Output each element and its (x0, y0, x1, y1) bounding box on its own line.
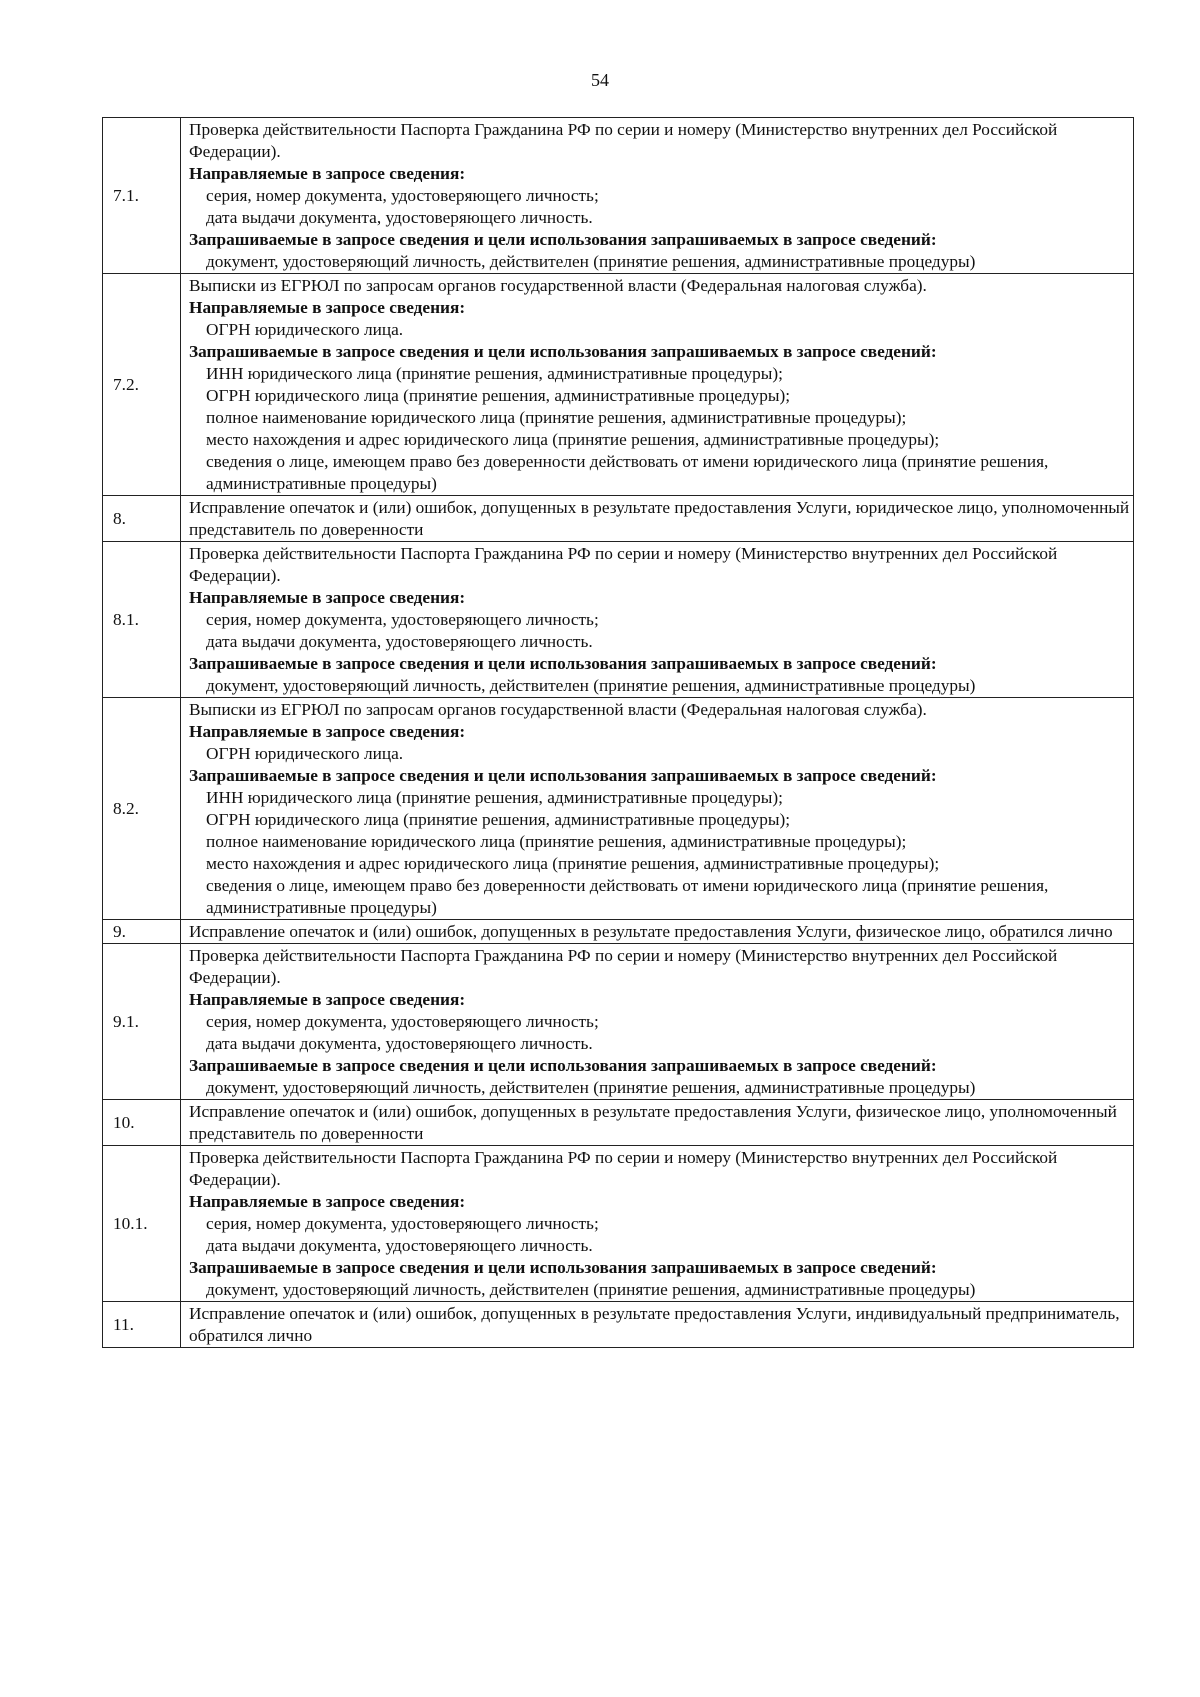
item-description (181, 1302, 1134, 1348)
item-description (181, 698, 1134, 920)
description-line: серия, номер документа, удостоверяющего личность; (206, 1214, 599, 1233)
section-heading: Запрашиваемые в запросе сведения и цели использования запрашиваемых в запросе сведений: (189, 342, 937, 361)
description-line: место нахождения и адрес юридического лица (принятие решения, административные процедуры); (206, 854, 940, 873)
item-number: 11. (103, 1302, 181, 1348)
description-line: ИНН юридического лица (принятие решения, административные процедуры); (206, 788, 783, 807)
description-line: место нахождения и адрес юридического лица (принятие решения, административные процедуры); (206, 430, 940, 449)
item-number: 10. (103, 1100, 181, 1146)
requests-table-body (103, 118, 1134, 1348)
description-line: полное наименование юридического лица (принятие решения, административные процедуры); (206, 832, 907, 851)
item-number: 7.1. (103, 118, 181, 274)
description-line: документ, удостоверяющий личность, действителен (принятие решения, административные процедуры) (206, 676, 976, 695)
description-line: ОГРН юридического лица. (206, 320, 404, 339)
description-line: Проверка действительности Паспорта Гражданина РФ по серии и номеру (Министерство внутренних дел Российской Федерации). (189, 544, 1058, 585)
item-number: 9. (103, 920, 181, 944)
section-heading: Направляемые в запросе сведения: (189, 164, 466, 183)
item-number: 8. (103, 496, 181, 542)
description-line: Выписки из ЕГРЮЛ по запросам органов государственной власти (Федеральная налоговая служба). (189, 276, 927, 295)
description-line: Проверка действительности Паспорта Гражданина РФ по серии и номеру (Министерство внутренних дел Российской Федерации). (189, 946, 1058, 987)
description-line: Проверка действительности Паспорта Гражданина РФ по серии и номеру (Министерство внутренних дел Российской Федерации). (189, 1148, 1058, 1189)
table-row (103, 118, 1134, 274)
description-line: дата выдачи документа, удостоверяющего личность. (206, 208, 593, 227)
item-number: 9.1. (103, 944, 181, 1100)
description-line: документ, удостоверяющий личность, действителен (принятие решения, административные процедуры) (206, 252, 976, 271)
description-line: ИНН юридического лица (принятие решения, административные процедуры); (206, 364, 783, 383)
item-description (181, 944, 1134, 1100)
item-description (181, 920, 1134, 944)
description-line: Исправление опечаток и (или) ошибок, допущенных в результате предоставления Услуги, индивидуальный предприниматель, обратился лично (189, 1304, 1120, 1345)
description-line: Исправление опечаток и (или) ошибок, допущенных в результате предоставления Услуги, физическое лицо, уполномоченный представитель по доверенности (189, 1102, 1117, 1143)
item-number: 8.1. (103, 542, 181, 698)
description-line: серия, номер документа, удостоверяющего личность; (206, 186, 599, 205)
table-row (103, 1302, 1134, 1348)
section-heading: Запрашиваемые в запросе сведения и цели использования запрашиваемых в запросе сведений: (189, 1258, 937, 1277)
section-heading: Запрашиваемые в запросе сведения и цели использования запрашиваемых в запросе сведений: (189, 654, 937, 673)
description-line: сведения о лице, имеющем право без доверенности действовать от имени юридического лица (принятие решения, административные процедуры) (206, 452, 1049, 493)
description-line: серия, номер документа, удостоверяющего личность; (206, 610, 599, 629)
section-heading: Направляемые в запросе сведения: (189, 298, 466, 317)
item-description (181, 118, 1134, 274)
item-number: 10.1. (103, 1146, 181, 1302)
description-line: дата выдачи документа, удостоверяющего личность. (206, 1236, 593, 1255)
page-number: 54 (591, 70, 609, 90)
section-heading: Запрашиваемые в запросе сведения и цели использования запрашиваемых в запросе сведений: (189, 766, 937, 785)
section-heading: Направляемые в запросе сведения: (189, 990, 466, 1009)
section-heading: Запрашиваемые в запросе сведения и цели использования запрашиваемых в запросе сведений: (189, 1056, 937, 1075)
description-line: ОГРН юридического лица. (206, 744, 404, 763)
description-line: Исправление опечаток и (или) ошибок, допущенных в результате предоставления Услуги, физическое лицо, обратился лично (189, 922, 1113, 941)
section-heading: Запрашиваемые в запросе сведения и цели использования запрашиваемых в запросе сведений: (189, 230, 937, 249)
description-line: дата выдачи документа, удостоверяющего личность. (206, 1034, 593, 1053)
description-line: ОГРН юридического лица (принятие решения, административные процедуры); (206, 810, 791, 829)
description-line: ОГРН юридического лица (принятие решения, административные процедуры); (206, 386, 791, 405)
table-row (103, 698, 1134, 920)
item-description (181, 1146, 1134, 1302)
section-heading: Направляемые в запросе сведения: (189, 588, 466, 607)
table-row (103, 1100, 1134, 1146)
table-row (103, 944, 1134, 1100)
table-row (103, 1146, 1134, 1302)
requests-table (102, 117, 1134, 1348)
item-number: 8.2. (103, 698, 181, 920)
item-description (181, 496, 1134, 542)
table-row (103, 274, 1134, 496)
item-description (181, 1100, 1134, 1146)
table-row (103, 496, 1134, 542)
description-line: документ, удостоверяющий личность, действителен (принятие решения, административные процедуры) (206, 1280, 976, 1299)
section-heading: Направляемые в запросе сведения: (189, 722, 466, 741)
description-line: серия, номер документа, удостоверяющего личность; (206, 1012, 599, 1031)
description-line: полное наименование юридического лица (принятие решения, административные процедуры); (206, 408, 907, 427)
item-number: 7.2. (103, 274, 181, 496)
item-description (181, 542, 1134, 698)
description-line: дата выдачи документа, удостоверяющего личность. (206, 632, 593, 651)
table-row (103, 920, 1134, 944)
table-row (103, 542, 1134, 698)
description-line: сведения о лице, имеющем право без доверенности действовать от имени юридического лица (принятие решения, административные процедуры) (206, 876, 1049, 917)
description-line: документ, удостоверяющий личность, действителен (принятие решения, административные процедуры) (206, 1078, 976, 1097)
description-line: Выписки из ЕГРЮЛ по запросам органов государственной власти (Федеральная налоговая служба). (189, 700, 927, 719)
section-heading: Направляемые в запросе сведения: (189, 1192, 466, 1211)
description-line: Исправление опечаток и (или) ошибок, допущенных в результате предоставления Услуги, юридическое лицо, уполномоченный представитель по доверенности (189, 498, 1130, 539)
item-description (181, 274, 1134, 496)
description-line: Проверка действительности Паспорта Гражданина РФ по серии и номеру (Министерство внутренних дел Российской Федерации). (189, 120, 1058, 161)
